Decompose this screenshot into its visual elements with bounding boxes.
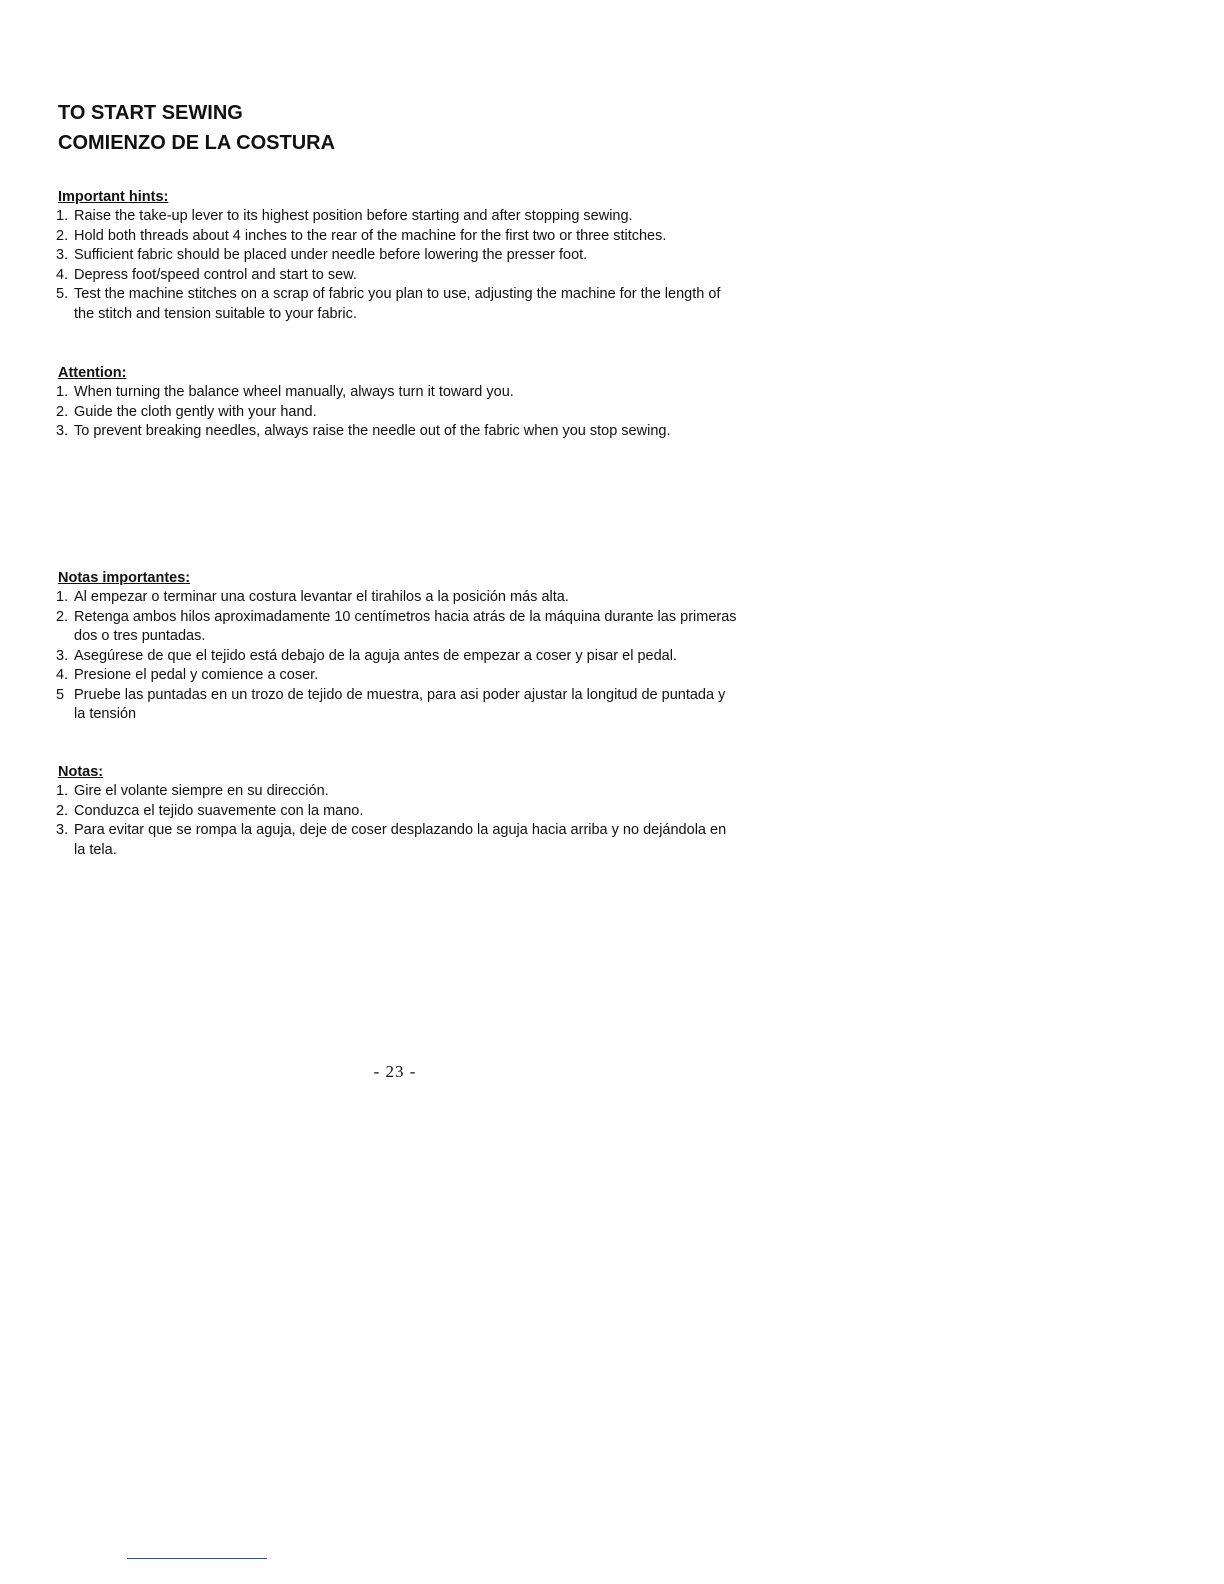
list-item (56, 802, 738, 822)
item-text: Asegúrese de que el tejido está debajo de la aguja antes de empezar a coser y pisar el pedal. (74, 647, 677, 664)
item-number: 2. (56, 608, 69, 625)
page-number: - 23 - (373, 1062, 417, 1081)
list-item (56, 422, 738, 442)
item-text: Gire el volante siempre en su dirección. (74, 783, 329, 799)
item-number: 1. (56, 384, 69, 400)
item-text: Depress foot/speed control and start to sew. (74, 266, 357, 283)
list-item (56, 266, 738, 286)
title-block (58, 98, 335, 158)
item-text: Conduzca el tejido suavemente con la mano. (74, 802, 364, 819)
list-item (56, 647, 738, 667)
item-text: Guide the cloth gently with your hand. (74, 403, 317, 420)
item-number: 3. (56, 423, 69, 439)
list-item (56, 686, 738, 725)
item-number: 2. (56, 227, 69, 244)
page-title-english: TO START SEWING (58, 102, 243, 124)
item-number: 1. (56, 208, 69, 224)
item-number: 2. (56, 403, 69, 420)
item-text: To prevent breaking needles, always raise the needle out of the fabric when you stop sewing. (74, 423, 671, 439)
list-item (56, 227, 738, 247)
item-number: 4. (56, 667, 69, 683)
page-title-spanish: COMIENZO DE LA COSTURA (58, 132, 336, 154)
item-number: 3. (56, 822, 69, 838)
item-number: 4. (56, 266, 69, 283)
item-text: Test the machine stitches on a scrap of fabric you plan to use, adjusting the machine for the length of the stitch and tension suitable to your fabric. (74, 286, 721, 322)
item-text: Presione el pedal y comience a coser. (74, 667, 319, 683)
list-item (56, 403, 738, 423)
item-text: Sufficient fabric should be placed under needle before lowering the presser foot. (74, 247, 588, 263)
notas-list (58, 782, 738, 860)
item-text: Para evitar que se rompa la aguja, deje de coser desplazando la aguja hacia arriba y no dejándola en la tela. (74, 822, 727, 858)
list-item (56, 782, 738, 802)
list-item (56, 246, 738, 266)
item-number: 1. (56, 589, 69, 605)
important-hints-section (58, 187, 738, 324)
hints-list (58, 207, 738, 324)
attention-section (58, 363, 738, 442)
footer-divider (127, 1558, 267, 1559)
item-number: 2. (56, 802, 69, 819)
item-text: Raise the take-up lever to its highest position before starting and after stopping sewing. (74, 208, 633, 224)
notas-importantes-list (58, 588, 738, 725)
item-text: Hold both threads about 4 inches to the rear of the machine for the first two or three stitches. (74, 227, 667, 244)
section-heading: Important hints: (58, 189, 169, 205)
section-heading: Notas importantes: (58, 570, 191, 586)
item-text: When turning the balance wheel manually, always turn it toward you. (74, 384, 514, 400)
attention-list (58, 383, 738, 442)
list-item (56, 608, 738, 647)
item-text: Al empezar o terminar una costura levantar el tirahilos a la posición más alta. (74, 589, 569, 605)
list-item (56, 285, 738, 324)
item-text: Retenga ambos hilos aproximadamente 10 centímetros hacia atrás de la máquina durante las primeras dos o tres puntadas. (74, 608, 737, 644)
section-heading: Attention: (58, 365, 127, 381)
section-heading: Notas: (58, 764, 104, 780)
list-item (56, 383, 738, 403)
item-number: 3. (56, 247, 69, 263)
list-item (56, 666, 738, 686)
notas-importantes-section (58, 568, 738, 725)
notas-section (58, 762, 738, 860)
item-number: 5. (56, 286, 69, 302)
item-number: 5 (56, 686, 65, 703)
list-item (56, 588, 738, 608)
list-item (56, 821, 738, 860)
item-number: 3. (56, 647, 69, 664)
item-text: Pruebe las puntadas en un trozo de tejido de muestra, para asi poder ajustar la longitud de puntada y la tensión (74, 686, 726, 722)
list-item (56, 207, 738, 227)
item-number: 1. (56, 783, 69, 799)
